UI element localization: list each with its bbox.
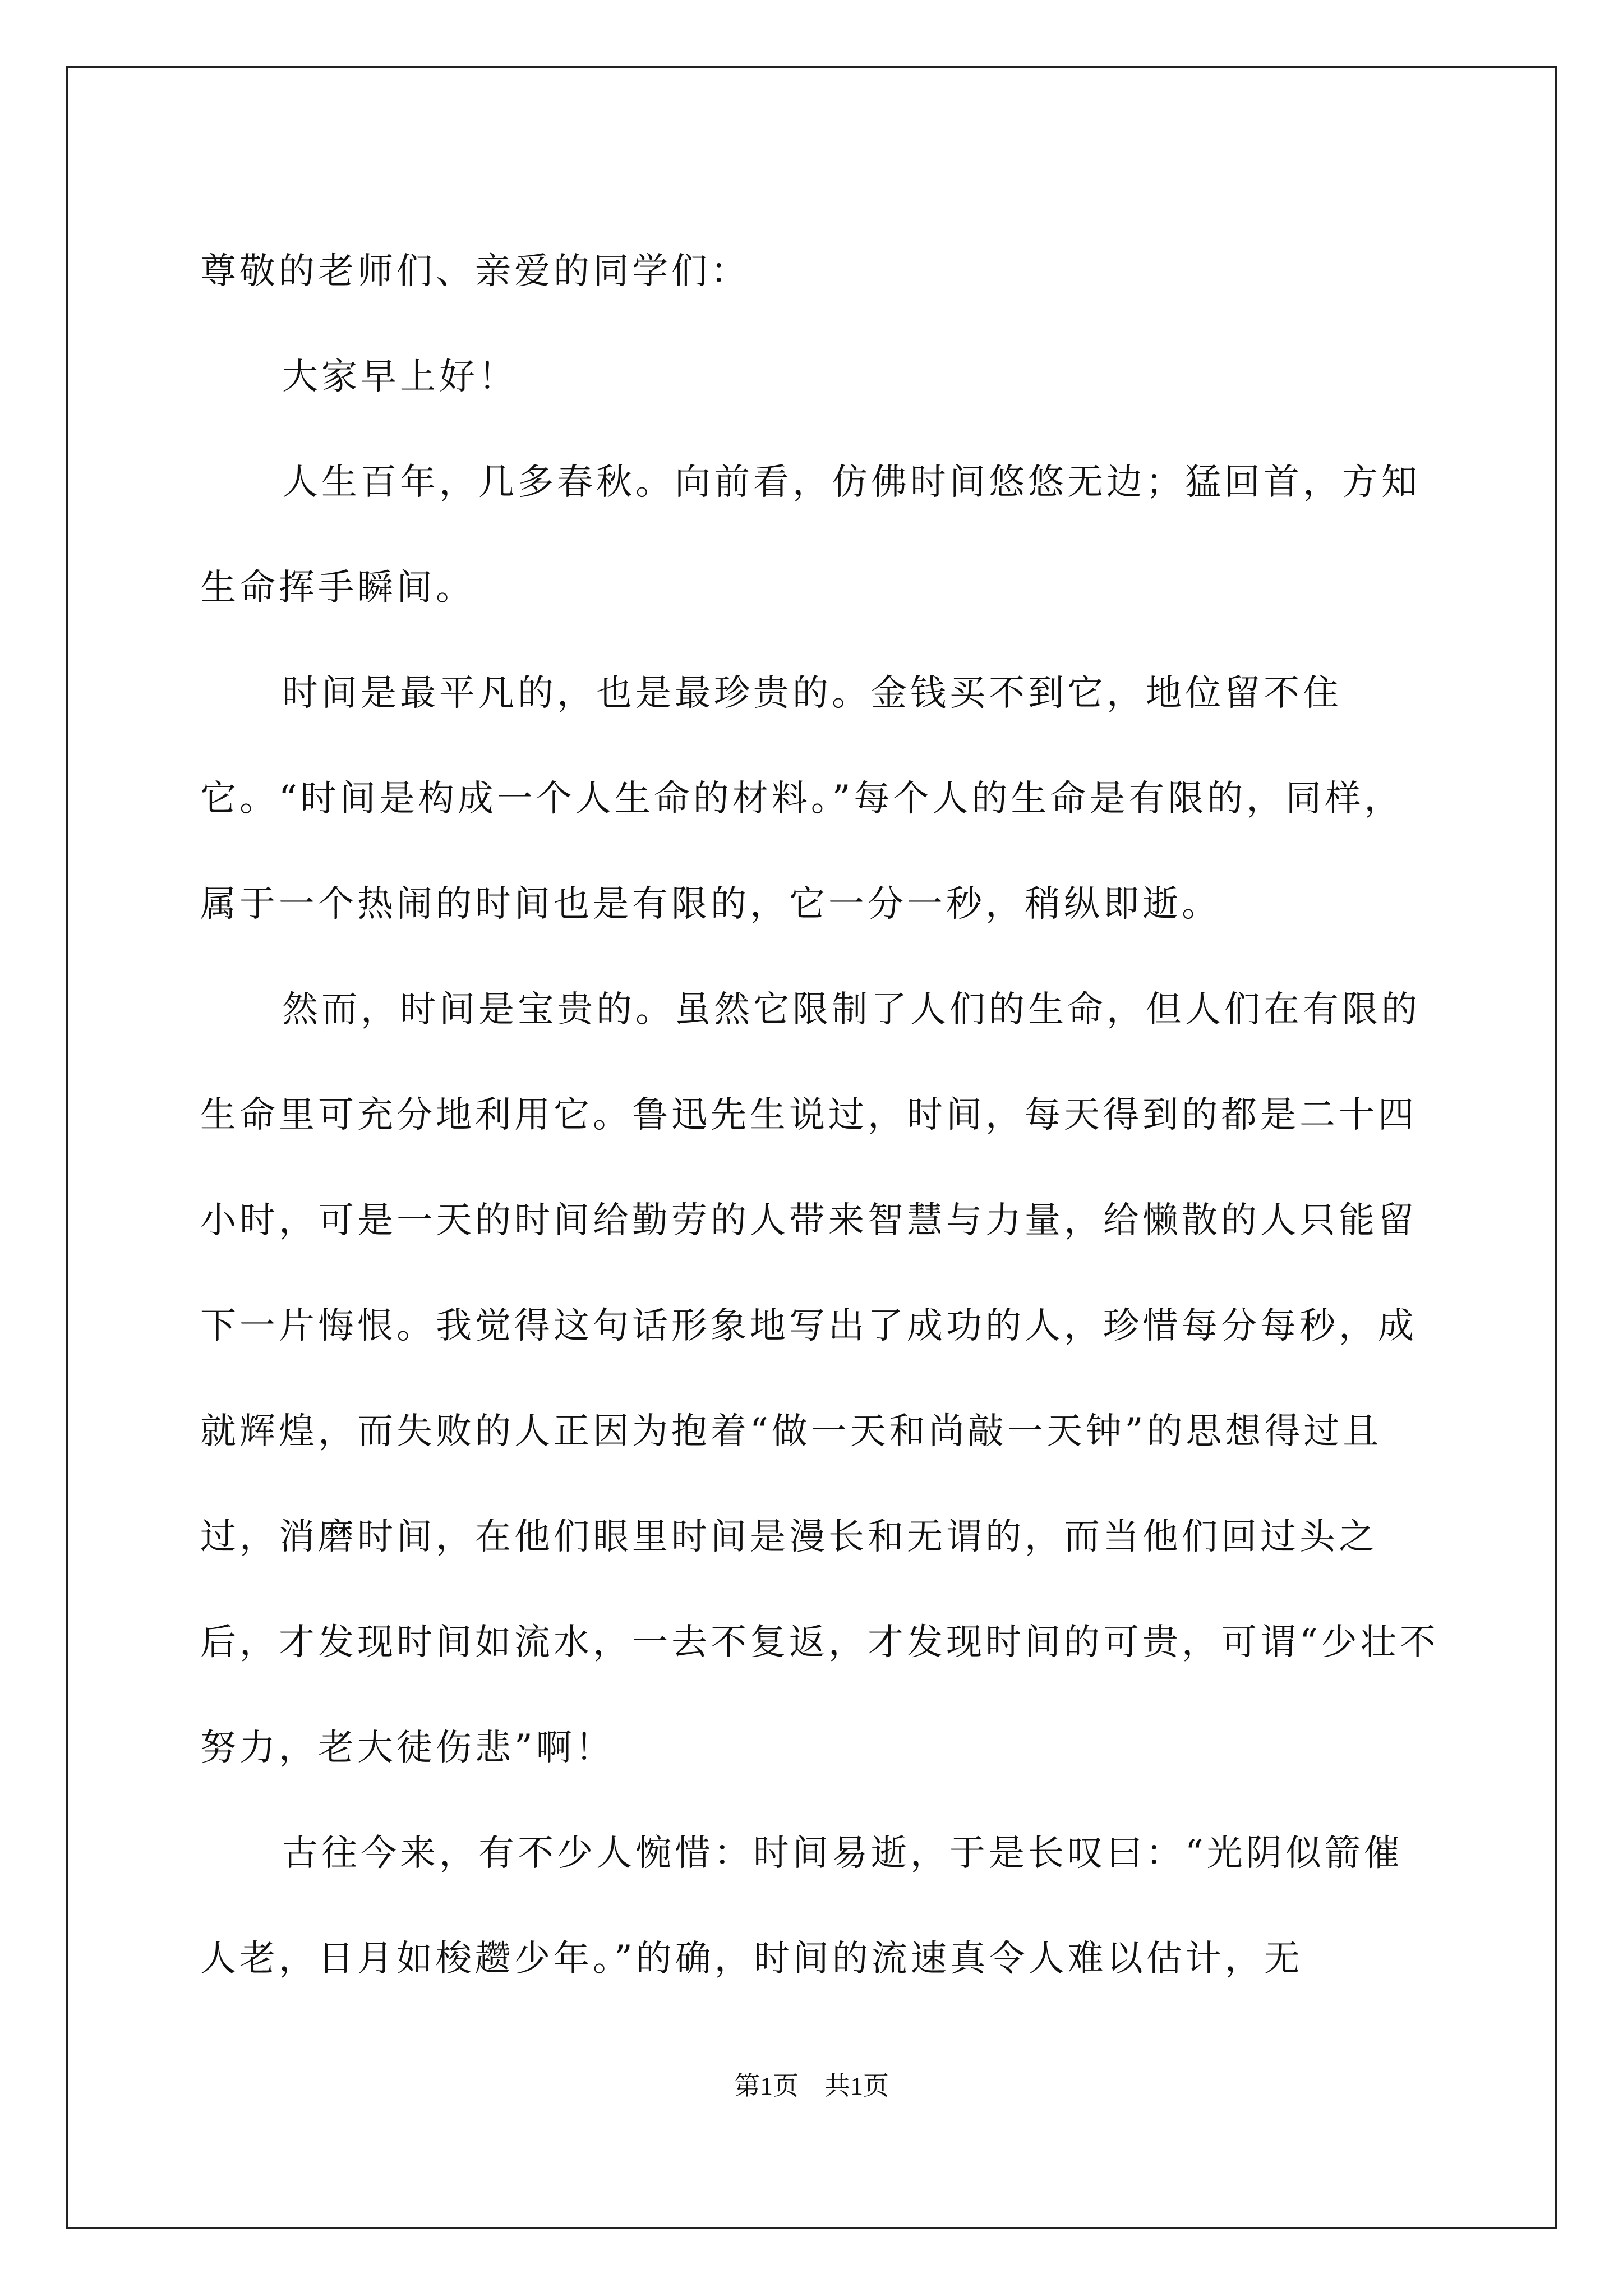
salutation: 尊敬的老师们、亲爱的同学们： [200,251,750,292]
paragraph-time-precious: 时间是最平凡的，也是最珍贵的。金钱买不到它，地位留不住它。“时间是构成一个人生命的材料。”每个人的生命是有限的，同样，属于一个热闹的时间也是有限的，它一分一秒，稍纵即逝。 [200,673,1404,925]
paragraph-greeting: 大家早上好！ [282,356,518,398]
document-body [200,219,1442,2012]
paragraph-life: 人生百年，几多春秋。向前看，仿佛时间悠悠无边；猛回首，方知生命挥手瞬间。 [200,462,1421,609]
page-number-footer: 第1页 共1页 [734,2072,889,2100]
paragraph-ancient-regret: 古往今来，有不少人惋惜：时间易逝，于是长叹曰：“光阴似箭催人老，日月如梭趱少年。”的确，时间的流速真令人难以估计，无 [200,1833,1403,1980]
paragraph-time-valuable: 然而，时间是宝贵的。虽然它限制了人们的生命，但人们在有限的生命里可充分地利用它。鲁迅先生说过，时间，每天得到的都是二十四小时，可是一天的时间给勤劳的人带来智慧与力量，给懒散的人只能留下一片悔恨。我觉得这句话形象地写出了成功的人，珍惜每分每秒，成就辉煌，而失败的人正因为抱着“做一天和尚敲一天钟”的思想得过且过，消磨时间，在他们眼里时间是漫长和无谓的，而当他们回过头之后，才发现时间如流水，一去不复返，才发现时间的可贵，可谓“少壮不努力，老大徒伤悲”啊！ [200,989,1439,1769]
